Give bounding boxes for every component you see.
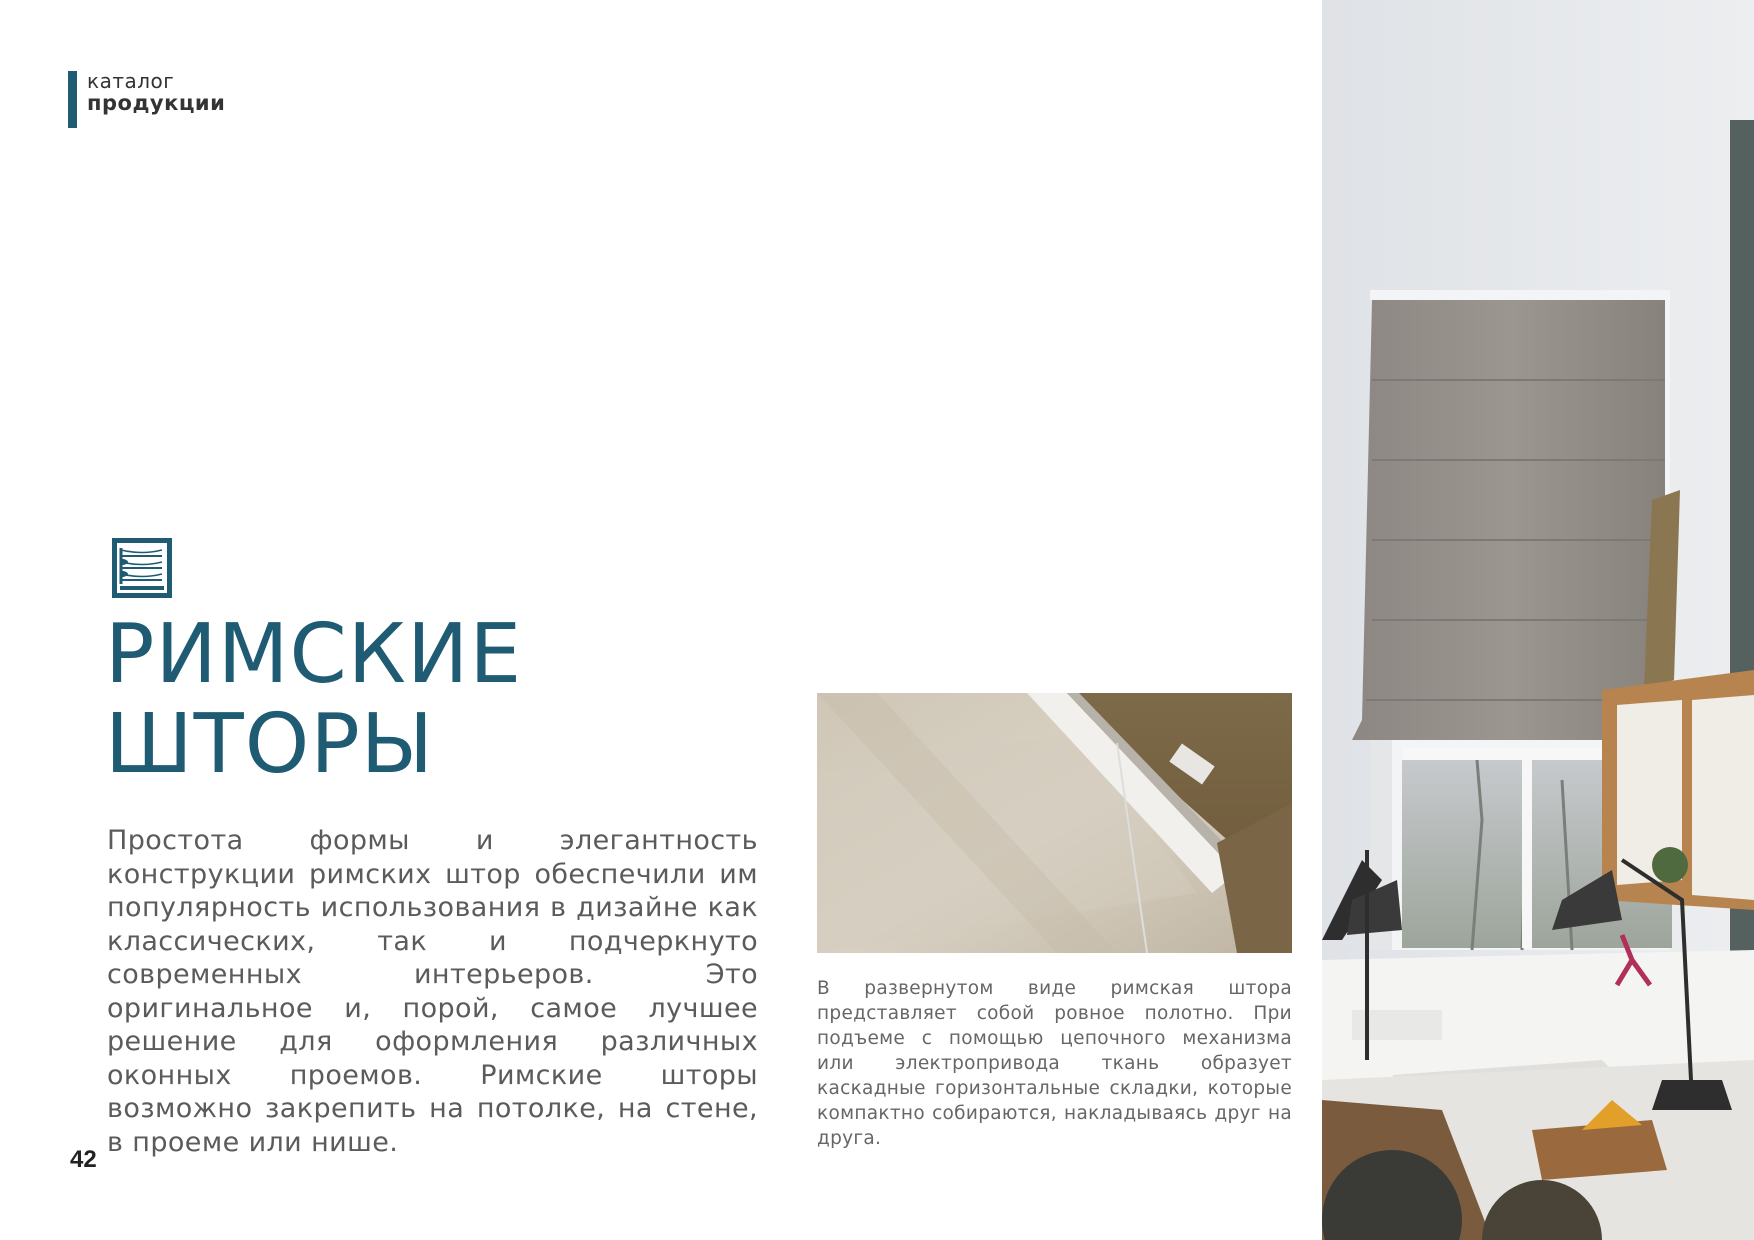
roman-blind-icon [112, 538, 172, 598]
interior-roman-blind-photo [1322, 0, 1754, 1240]
catalog-label: каталог [87, 69, 175, 93]
page-number: 42 [70, 1146, 97, 1173]
roman-blind-closeup-photo [817, 693, 1292, 953]
products-label: продукции [87, 91, 226, 115]
title-line-2: ШТОРЫ [105, 697, 435, 792]
photo-caption: В развернутом виде римская штора представляет собой ровное полотно. При подъеме с помощью цепочного механизма или электропривода ткань образует каскадные горизонтальные складки, которые компактно собираются, накладываясь друг на друга. [817, 978, 1292, 1149]
brand-accent-bar [68, 71, 77, 128]
product-description: Простота формы и элегантность конструкции римских штор обеспечили им популярность использования в дизайне как классических, так и подчеркнуто современных интерьеров. Это оригинальное и, порой, самое лучшее решение для оформления различных оконных проемов. Римские шторы возможно закрепить на потолке, на стене, в проеме или нише. [107, 825, 758, 1158]
title-line-1: РИМСКИЕ [105, 607, 523, 702]
page-title [105, 607, 523, 792]
